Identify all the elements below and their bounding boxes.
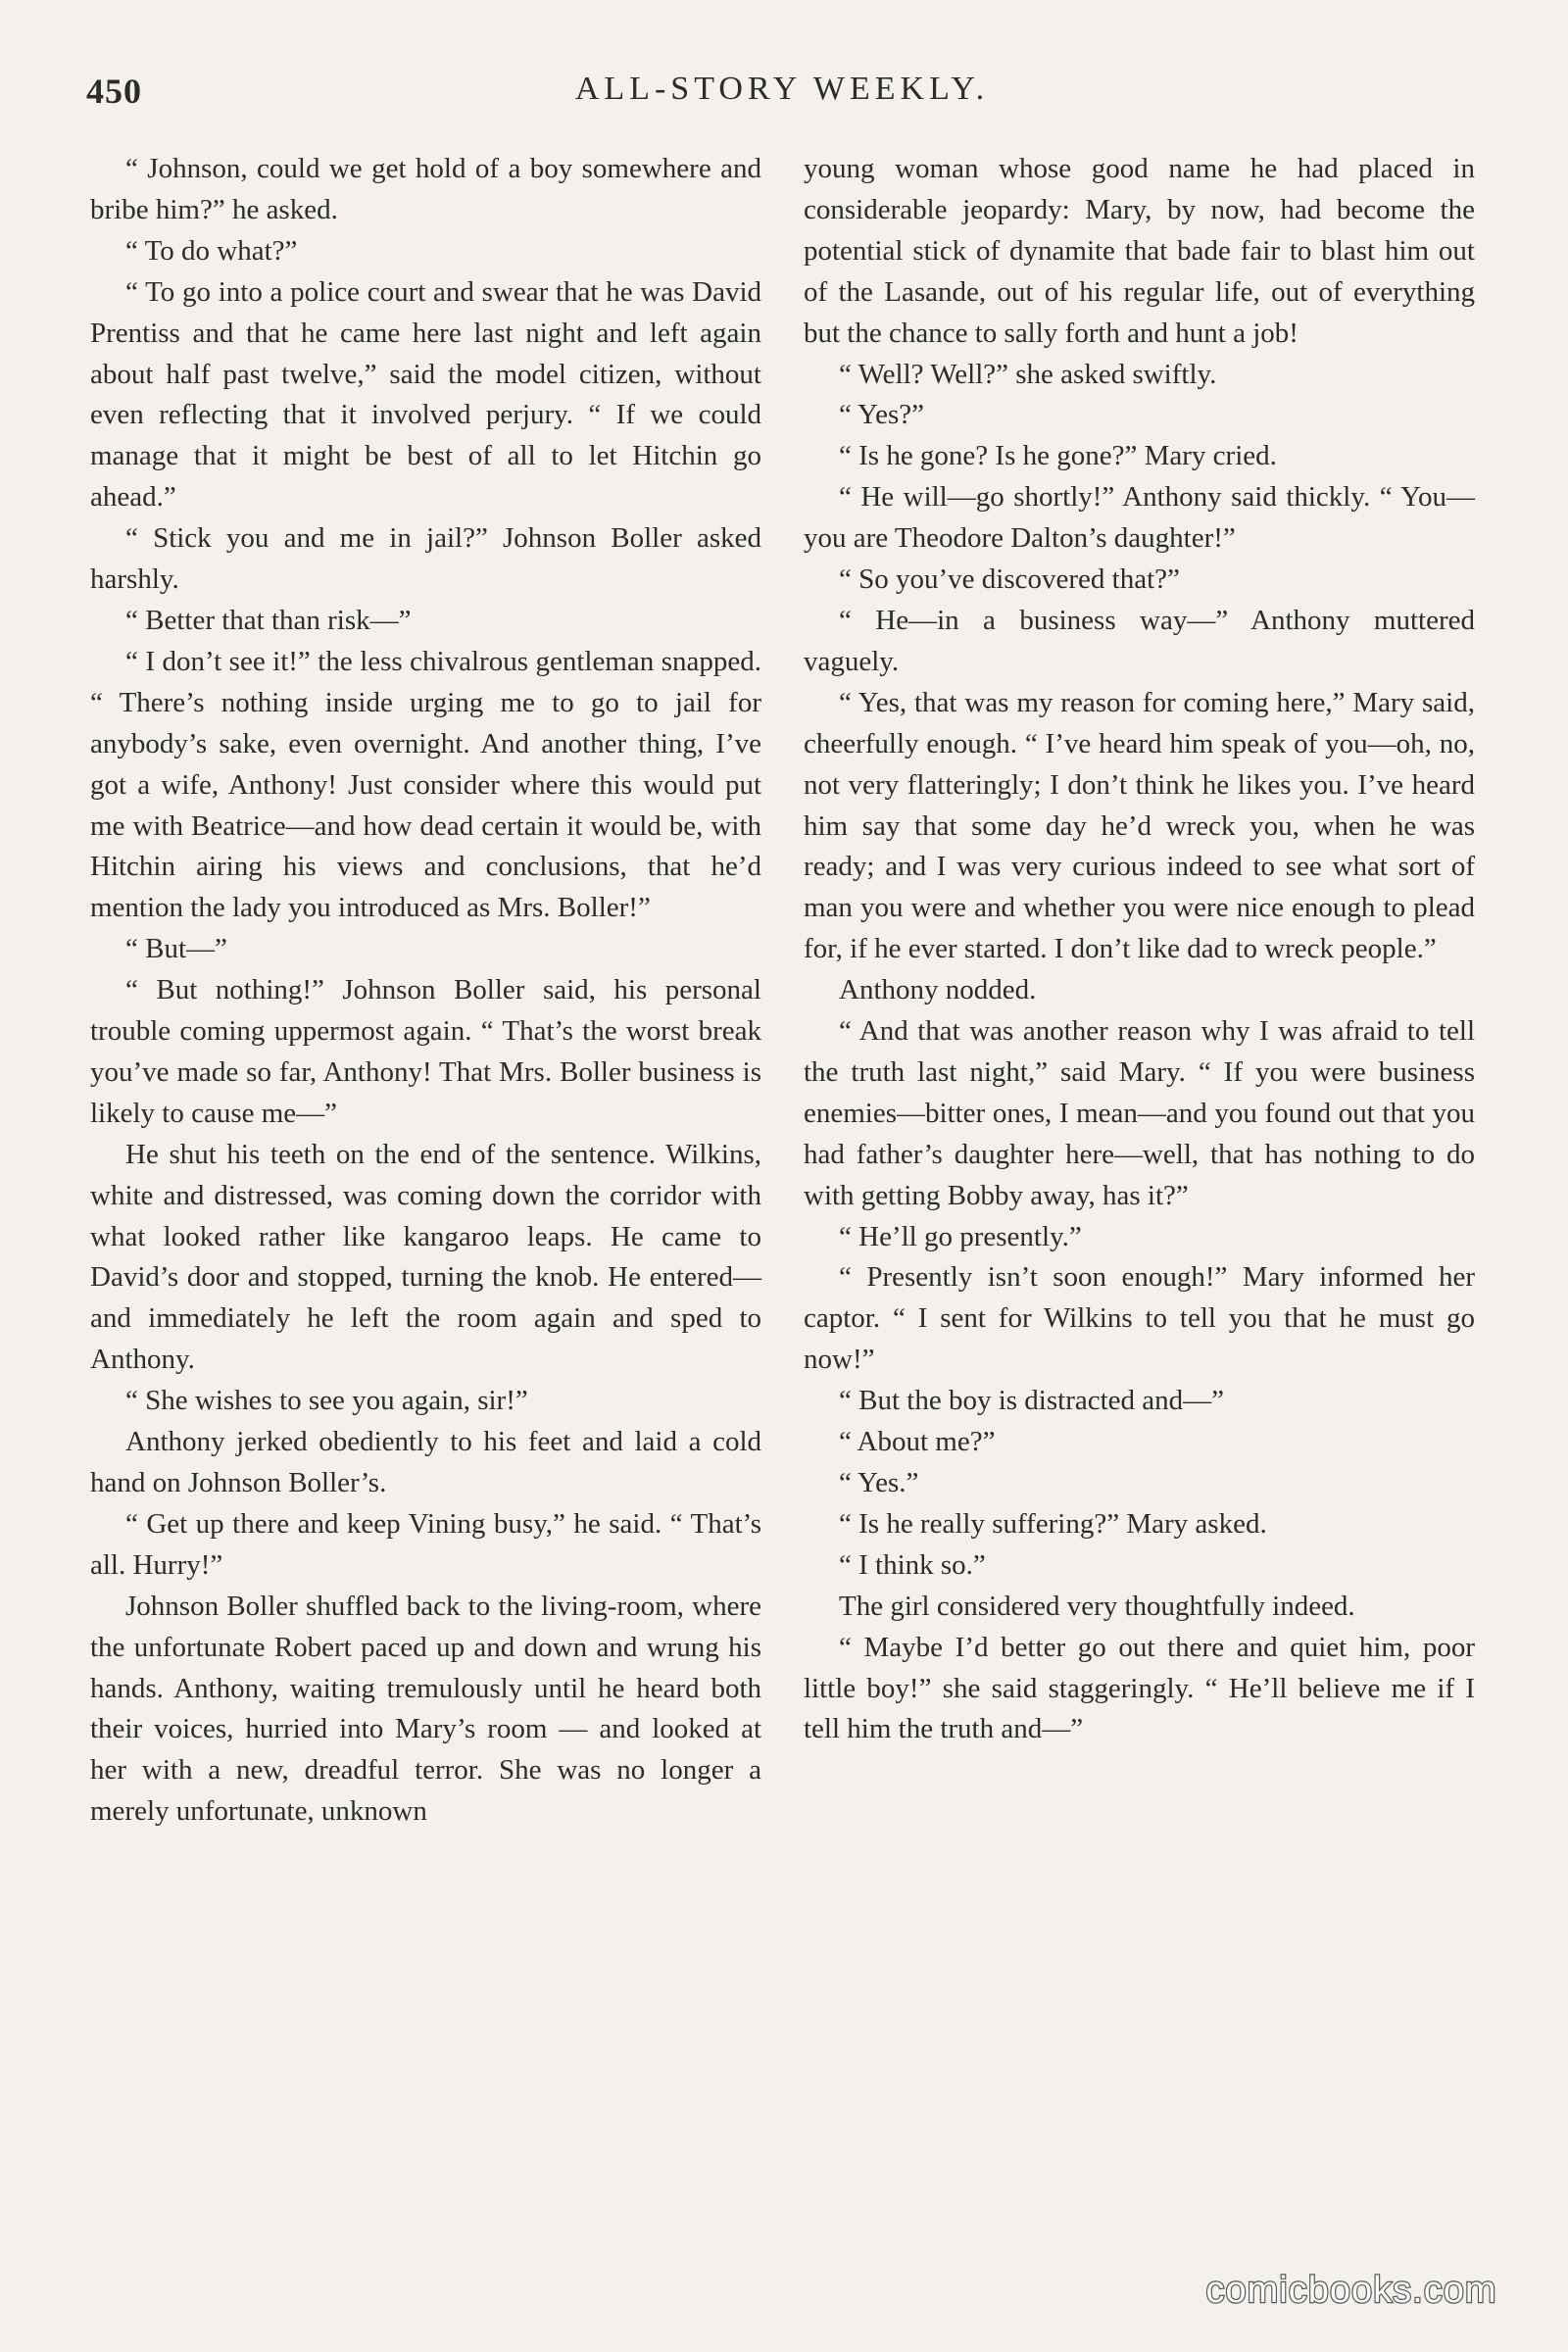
- paragraph: “ Is he really suffering?” Mary asked.: [839, 1507, 1267, 1540]
- right-text-column: [804, 149, 1475, 1750]
- left-text-column: [90, 149, 761, 1833]
- paragraph: “ Stick you and me in jail?” Johnson Boller asked harshly.: [90, 522, 761, 596]
- paragraph: “ He—in a business way—” Anthony muttered vaguely.: [804, 604, 1475, 677]
- paragraph: “ Get up there and keep Vining busy,” he said. “ That’s all. Hurry!”: [90, 1507, 761, 1581]
- svg-text:comicbooks.com: comicbooks.com: [1205, 2270, 1497, 2311]
- watermark-logo: [1170, 2258, 1533, 2321]
- paragraph: “ I don’t see it!” the less chivalrous gentleman snapped. “ There’s nothing inside urging me to go to jail for anybody’s sake, even overnight. And another thing, I’ve got a wife, Anthony! Just consider where this would put me with Beatrice—and how dead certain it would be, with Hitchin airing his views and conclusions, that he’d mention the lady you introduced as Mrs. Boller!”: [90, 645, 761, 924]
- paragraph: “ Well? Well?” she asked swiftly.: [839, 358, 1217, 390]
- paragraph: “ So you’ve discovered that?”: [839, 564, 1180, 596]
- paragraph: Anthony jerked obediently to his feet and laid a cold hand on Johnson Boller’s.: [90, 1426, 761, 1498]
- paragraph: “ Better that than risk—”: [125, 604, 412, 636]
- paragraph: “ But the boy is distracted and—”: [839, 1385, 1225, 1417]
- paragraph: Anthony nodded.: [839, 974, 1037, 1006]
- paragraph: “ Yes, that was my reason for coming here,” Mary said, cheerfully enough. “ I’ve heard him speak of you—oh, no, not very flatteringly; I don’t think he likes you. I’ve heard him say that some day he’d wreck you, when he was ready; and I was very curious indeed to see what sort of man you were and whether you were nice enough to plead for, if he ever started. I don’t like dad to wreck people.”: [804, 686, 1475, 965]
- paragraph: “ Is he gone? Is he gone?” Mary cried.: [839, 440, 1277, 472]
- running-title: ALL-STORY WEEKLY.: [574, 71, 990, 107]
- paragraph: young woman whose good name he had placed in considerable jeopardy: Mary, by now, had become the potential stick of dynamite that bade fair to blast him out of the Lasande, out of his regular life, out of everything but the chance to sally forth and hunt a job!: [804, 153, 1475, 349]
- paragraph: “ About me?”: [839, 1426, 996, 1458]
- paragraph: “ Maybe I’d better go out there and quiet him, poor little boy!” she said staggeringly. “ He’ll believe me if I tell him the truth and—”: [804, 1631, 1475, 1745]
- page-number: 450: [86, 72, 142, 111]
- page-header: [86, 71, 1478, 120]
- paragraph: “ But nothing!” Johnson Boller said, his personal trouble coming uppermost again. “ That’s the worst break you’ve made so far, Anthony! That Mrs. Boller business is likely to cause me—”: [90, 974, 761, 1129]
- paragraph: “ I think so.”: [839, 1548, 986, 1581]
- paragraph: He shut his teeth on the end of the sentence. Wilkins, white and distressed, was coming down the corridor with what looked rather like kangaroo leaps. He came to David’s door and stopped, turning the knob. He entered—and immediately he left the room again and sped to Anthony.: [90, 1138, 761, 1376]
- paragraph: “ Yes?”: [839, 399, 924, 431]
- paragraph: “ And that was another reason why I was afraid to tell the truth last night,” said Mary. “ If you were business enemies—bitter ones, I mean—and you found out that you had father’s daughter here—well, that has nothing to do with getting Bobby away, has it?”: [804, 1015, 1475, 1211]
- paragraph: “ He will—go shortly!” Anthony said thickly. “ You—you are Theodore Dalton’s daughter!”: [804, 481, 1475, 555]
- paragraph: Johnson Boller shuffled back to the living-room, where the unfortunate Robert paced up and down and wrung his hands. Anthony, waiting tremulously until he heard both their voices, hurried into Mary’s room — and looked at her with a new, dreadful terror. She was no longer a merely unfortunate, unknown: [90, 1590, 761, 1828]
- paragraph: The girl considered very thoughtfully indeed.: [839, 1590, 1355, 1622]
- paragraph: “ Presently isn’t soon enough!” Mary informed her captor. “ I sent for Wilkins to tell you that he must go now!”: [804, 1261, 1475, 1376]
- paragraph: “ To go into a police court and swear that he was David Prentiss and that he came here last night and left again about half past twelve,” said the model citizen, without even reflecting that it involved perjury. “ If we could manage that it might be best of all to let Hitchin go ahead.”: [90, 275, 761, 514]
- paragraph: “ Johnson, could we get hold of a boy somewhere and bribe him?” he asked.: [90, 153, 761, 225]
- paragraph: “ But—”: [125, 933, 227, 965]
- paragraph: “ He’ll go presently.”: [839, 1220, 1082, 1252]
- paragraph: “ To do what?”: [125, 234, 298, 267]
- paragraph: “ Yes.”: [839, 1467, 919, 1498]
- paragraph: “ She wishes to see you again, sir!”: [125, 1385, 528, 1417]
